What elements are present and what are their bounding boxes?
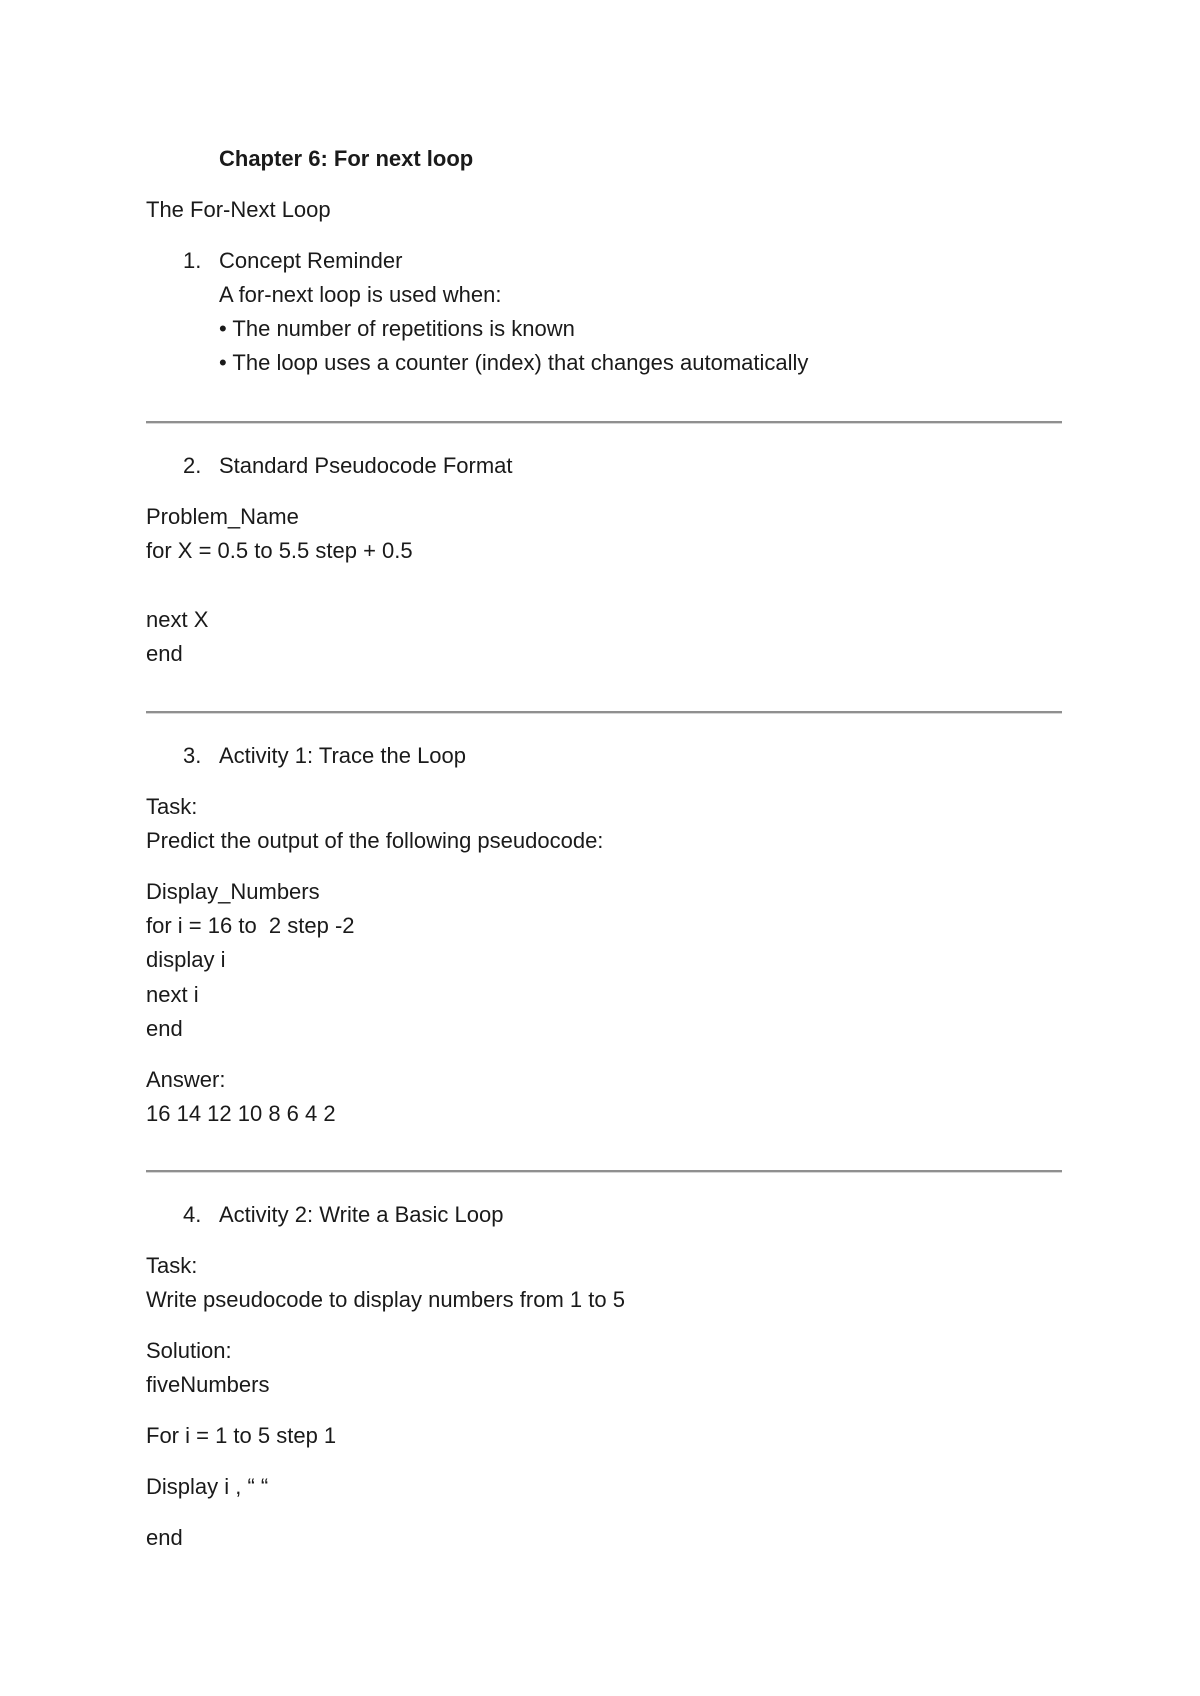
answer-label: Answer: [146, 1067, 226, 1092]
task-label: Task: [146, 794, 198, 819]
horizontal-rule [146, 421, 1062, 424]
section-3-number: 3. [183, 743, 202, 768]
task-label: Task: [146, 1253, 198, 1278]
task-text: Write pseudocode to display numbers from 1 to 5 [146, 1287, 625, 1312]
horizontal-rule [146, 711, 1062, 714]
section-4-number: 4. [183, 1202, 202, 1227]
chapter-title: Chapter 6: For next loop [219, 146, 474, 171]
solution-line: Display i , “ “ [146, 1474, 269, 1499]
code-line: Display_Numbers [146, 879, 320, 904]
code-line: next i [146, 982, 199, 1007]
horizontal-rule [146, 1170, 1062, 1173]
code-line: for X = 0.5 to 5.5 step + 0.5 [146, 538, 413, 563]
code-line: for i = 16 to 2 step -2 [146, 913, 355, 938]
code-line: display i [146, 947, 226, 972]
solution-line: For i = 1 to 5 step 1 [146, 1423, 337, 1448]
document-subtitle: The For-Next Loop [146, 197, 331, 222]
section-1-bullet: • The number of repetitions is known [219, 316, 575, 341]
section-4-heading: Activity 2: Write a Basic Loop [219, 1202, 504, 1227]
task-text: Predict the output of the following pseudocode: [146, 828, 604, 853]
section-2-number: 2. [183, 453, 202, 478]
solution-label: Solution: [146, 1338, 232, 1363]
section-3-heading: Activity 1: Trace the Loop [219, 743, 467, 768]
section-1-line: A for-next loop is used when: [219, 282, 502, 307]
section-1-bullet: • The loop uses a counter (index) that changes automatically [219, 350, 809, 375]
section-2-heading: Standard Pseudocode Format [219, 453, 513, 478]
answer-text: 16 14 12 10 8 6 4 2 [146, 1101, 336, 1126]
section-1-number: 1. [183, 248, 202, 273]
solution-line: fiveNumbers [146, 1372, 270, 1397]
code-line: end [146, 641, 183, 666]
code-line: next X [146, 607, 209, 632]
solution-line: end [146, 1525, 183, 1550]
code-line: Problem_Name [146, 504, 299, 529]
section-1-heading: Concept Reminder [219, 248, 403, 273]
code-line: end [146, 1016, 183, 1041]
